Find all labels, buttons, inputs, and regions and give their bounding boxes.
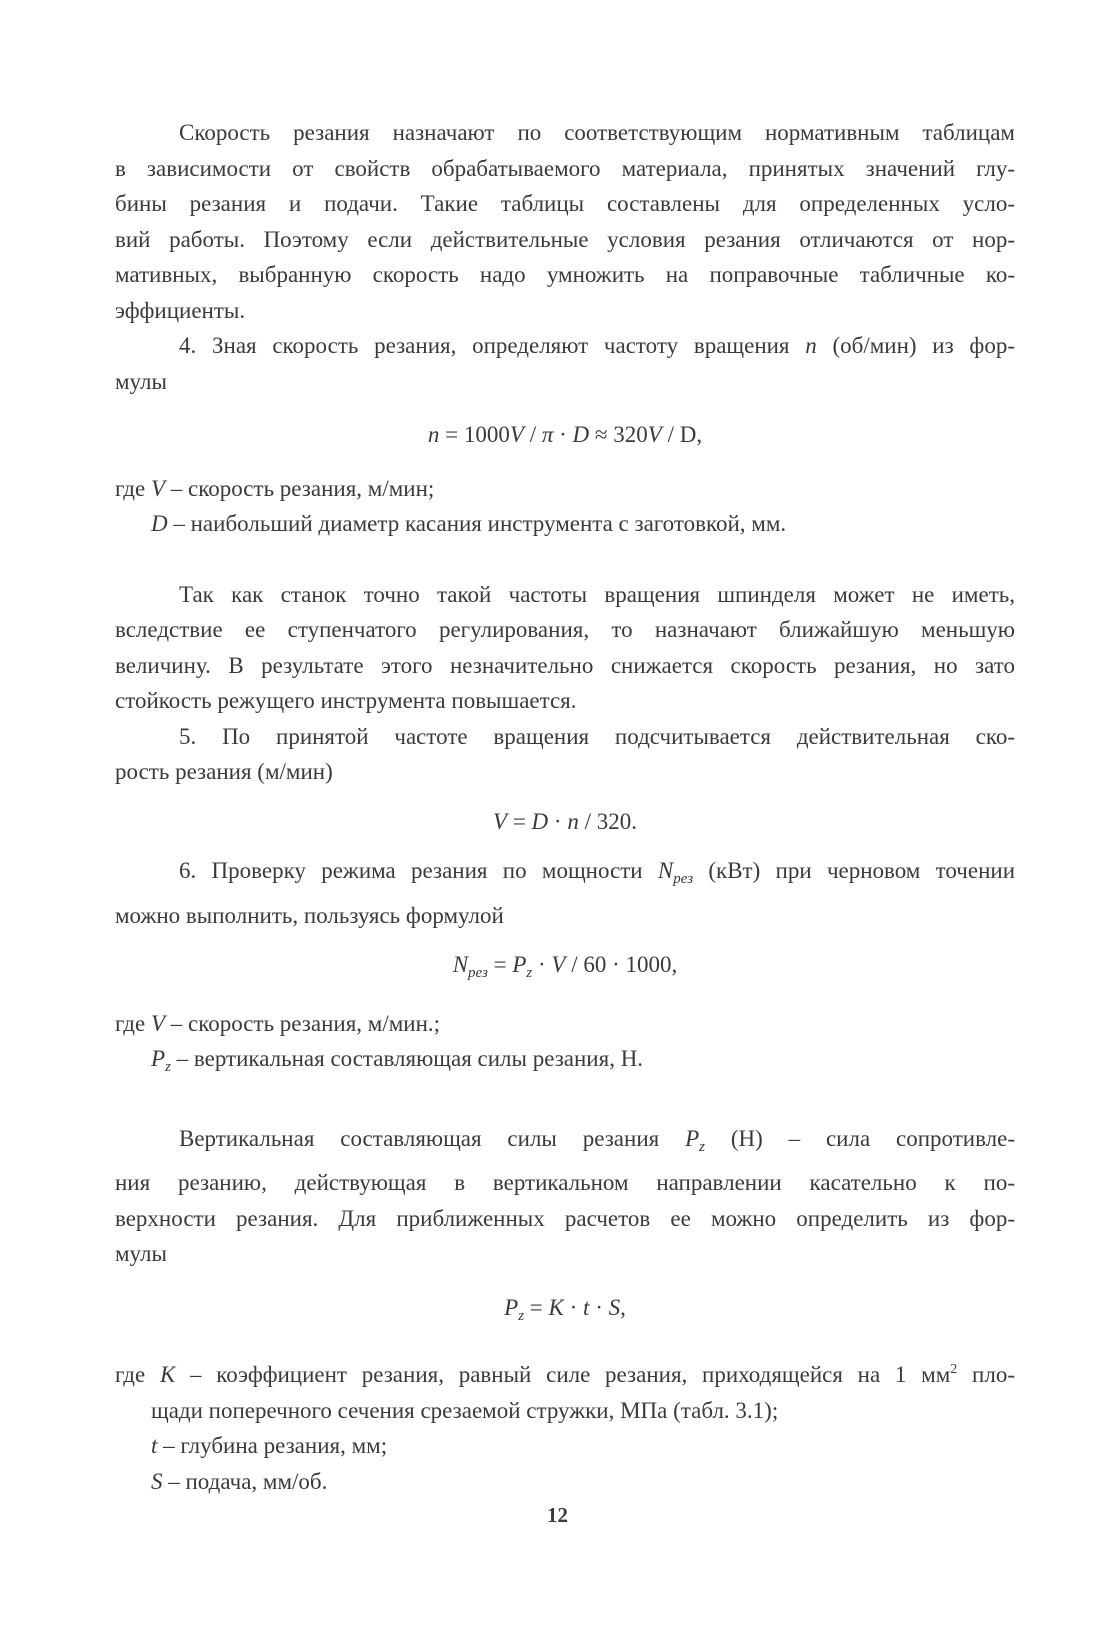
formula-symbol: V xyxy=(551,952,566,977)
text-fragment: – глубина резания, мм; xyxy=(163,1433,388,1458)
formula-symbol: S xyxy=(608,1294,621,1320)
text-fragment: – скорость резания, м/мин; xyxy=(170,475,435,501)
var-n-rez: N xyxy=(657,858,674,883)
formula-symbol: ≈ 320 xyxy=(589,422,648,447)
formula-actual-speed xyxy=(115,804,1015,840)
formula-symbol: V xyxy=(509,422,524,447)
subscript: z xyxy=(699,1138,705,1155)
formula-symbol: / 60 · 1000, xyxy=(565,952,678,977)
var-v: V xyxy=(150,475,166,501)
var-p: P xyxy=(685,1125,700,1151)
page-number: 12 xyxy=(547,1503,568,1527)
text-fragment: – скорость резания, м/мин.; xyxy=(170,1010,441,1036)
text-line xyxy=(115,1121,1015,1166)
subscript: z xyxy=(165,1059,171,1075)
formula-symbol: n xyxy=(567,808,579,834)
formula-symbol: D xyxy=(531,808,549,834)
paragraph-vertical-force xyxy=(115,1121,1015,1272)
text-line: Так как станок точно такой частоты вращения шпинделя может не иметь, xyxy=(179,581,1015,607)
subscript: z xyxy=(526,965,533,981)
formula-symbol: P xyxy=(512,952,527,977)
text-line: ния резанию, действующая в вертикальном направлении касательно к по- xyxy=(115,1170,1015,1195)
text-line: 5. По принятой частоте вращения подсчитывается действительная ско- xyxy=(179,723,1015,749)
text-line: в зависимости от свойств обрабатываемого материала, принятых значений глу- xyxy=(115,155,1015,181)
text-fragment: – наибольший диаметр касания инструмента с заготовкой, мм. xyxy=(173,511,787,536)
text-fragment: где xyxy=(115,475,146,501)
formula-rotation-frequency xyxy=(115,417,1015,453)
definition-k xyxy=(115,1352,1015,1428)
var-t: t xyxy=(151,1433,158,1458)
text-line: щади поперечного сечения срезаемой стружки, МПа (табл. 3.1); xyxy=(151,1397,779,1423)
text-fragment: пло- xyxy=(957,1362,1015,1387)
text-fragment: 6. Проверку режима резания по мощности xyxy=(179,858,643,883)
text-line: стойкость режущего инструмента повышается. xyxy=(115,688,577,713)
subscript: рез xyxy=(468,965,488,981)
var-s: S xyxy=(151,1468,163,1494)
paragraph-spindle xyxy=(115,577,1015,719)
superscript: 2 xyxy=(950,1362,958,1377)
definition-d xyxy=(115,506,1015,542)
formula-symbol: , xyxy=(620,1294,626,1320)
text-fragment: где xyxy=(115,1010,146,1036)
formula-symbol: = xyxy=(487,952,513,977)
paragraph-step-6 xyxy=(115,853,1015,933)
definition-v-2 xyxy=(115,1006,1015,1042)
text-fragment: Вертикальная составляющая силы резания xyxy=(179,1125,660,1151)
text-fragment: (кВт) при черновом точении xyxy=(708,858,1016,883)
page-body xyxy=(115,115,1015,1499)
formula-symbol: · xyxy=(548,808,568,834)
text-line xyxy=(115,853,1015,898)
text-line: мулы xyxy=(115,1241,167,1266)
formula-symbol: N xyxy=(452,952,469,977)
text-line: мулы xyxy=(115,368,167,394)
text-line: величину. В результате этого незначительно снижается скорость резания, но зато xyxy=(115,652,1015,678)
text-line: эффициенты. xyxy=(115,297,246,323)
formula-power xyxy=(115,947,1015,992)
formula-symbol: / D, xyxy=(661,422,703,447)
formula-symbol: · xyxy=(589,1294,609,1320)
text-line xyxy=(115,328,1015,364)
definition-t xyxy=(115,1428,1015,1464)
var-v: V xyxy=(150,1010,166,1036)
text-fragment: 4. Зная скорость резания, определяют частоту вращения xyxy=(179,333,790,358)
formula-symbol: / 320. xyxy=(578,808,637,834)
text-line: мативных, выбранную скорость надо умножить на поправочные табличные ко- xyxy=(115,262,1015,287)
formula-symbol: t xyxy=(583,1294,590,1320)
formula-symbol: · xyxy=(553,422,573,447)
formula-symbol: · xyxy=(532,952,552,977)
formula-symbol: = xyxy=(524,1294,549,1320)
definition-s xyxy=(115,1464,1015,1500)
var-k: K xyxy=(159,1362,176,1387)
text-fragment: – коэффициент резания, равный силе резания, приходящейся на 1 мм xyxy=(190,1362,951,1387)
subscript: рез xyxy=(673,871,694,887)
formula-symbol: / xyxy=(523,422,542,447)
text-line: вий работы. Поэтому если действительные условия резания отличаются от нор- xyxy=(115,226,1015,252)
text-line: рость резания (м/мин) xyxy=(115,759,333,784)
text-line: верхности резания. Для приближенных расчетов ее можно определить из фор- xyxy=(115,1205,1015,1231)
spacer xyxy=(115,1086,1015,1121)
formula-symbol: D xyxy=(572,422,590,447)
formula-force xyxy=(115,1290,1015,1335)
formula-symbol: V xyxy=(493,808,508,834)
text-fragment: – подача, мм/об. xyxy=(168,1468,328,1494)
formula-symbol: n xyxy=(427,422,440,447)
text-fragment: где xyxy=(115,1362,146,1387)
formula-symbol: P xyxy=(504,1294,519,1320)
text-line: можно выполнить, пользуясь формулой xyxy=(115,902,504,928)
formula-symbol: = xyxy=(507,808,532,834)
text-fragment: (Н) – сила сопротивле- xyxy=(730,1125,1016,1151)
spacer xyxy=(115,542,1015,577)
var-d: D xyxy=(151,511,168,536)
paragraph-step-4 xyxy=(115,328,1015,399)
text-line: вследствие ее ступенчатого регулирования, то назначают ближайшую меньшую xyxy=(115,617,1015,642)
text-line: бины резания и подачи. Такие таблицы составлены для определенных усло- xyxy=(115,191,1015,216)
formula-symbol: π xyxy=(541,422,554,447)
formula-symbol: K xyxy=(548,1294,564,1320)
text-fragment: (об/мин) из фор- xyxy=(832,333,1015,358)
text-line: Скорость резания назначают по соответствующим нормативным таблицам xyxy=(179,120,1015,145)
var-n: n xyxy=(805,333,817,358)
subscript: z xyxy=(518,1307,525,1324)
var-p: P xyxy=(151,1046,166,1071)
formula-symbol: V xyxy=(647,422,662,447)
definition-v xyxy=(115,471,1015,507)
text-fragment: – вертикальная составляющая силы резания, Н. xyxy=(176,1046,644,1071)
paragraph-step-5 xyxy=(115,719,1015,790)
definition-pz xyxy=(115,1041,1015,1086)
formula-symbol: = 1000 xyxy=(439,422,510,447)
formula-symbol: · xyxy=(563,1294,584,1320)
paragraph-cutting-speed xyxy=(115,115,1015,328)
text-line xyxy=(115,1352,1015,1393)
